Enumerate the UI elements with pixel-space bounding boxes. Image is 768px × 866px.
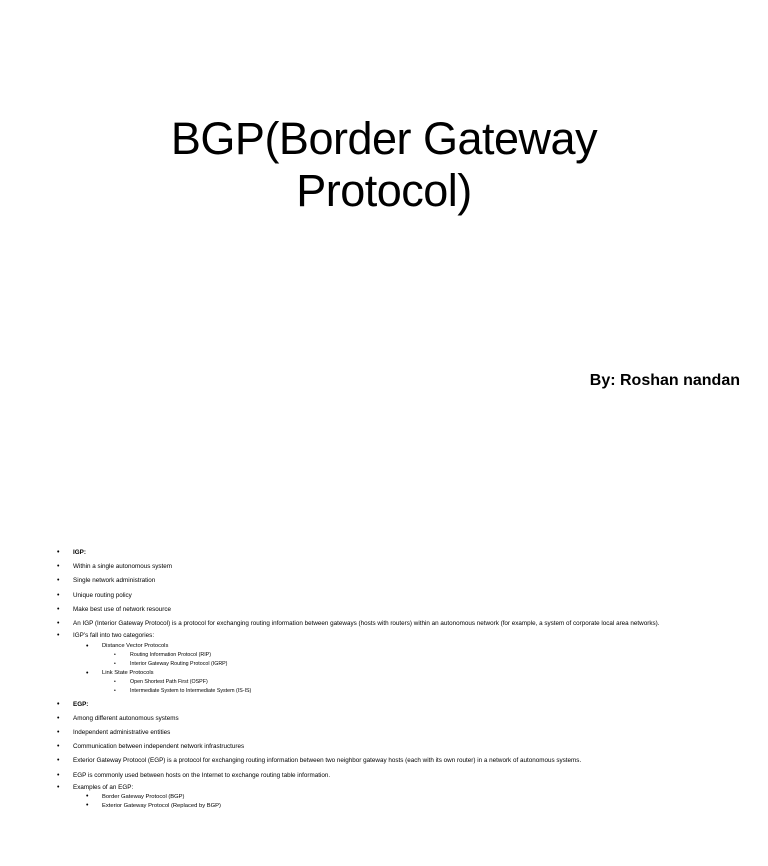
igp-point: • An IGP (Interior Gateway Protocol) is a protocol for exchanging routing information between gateways (hosts with routers) within an autonomous network (for example, a system of corporate local area networks). xyxy=(57,617,747,631)
speaker-notes xyxy=(57,546,747,810)
egp-point: • Among different autonomous systems xyxy=(57,712,747,726)
egp-point: • Independent administrative entities xyxy=(57,726,747,740)
igp-point: • Within a single autonomous system xyxy=(57,560,747,574)
igp-protocol-item: • Routing Information Protocol (RIP) xyxy=(57,651,747,660)
igp-protocol-item: • Intermediate System to Intermediate System (IS-IS) xyxy=(57,687,747,698)
egp-point: • Exterior Gateway Protocol (EGP) is a protocol for exchanging routing information between two neighbor gateway hosts (each with its own router) in a network of autonomous systems. xyxy=(57,754,747,768)
igp-point: • Unique routing policy xyxy=(57,589,747,603)
egp-point: • EGP is commonly used between hosts on the Internet to exchange routing table information. xyxy=(57,769,747,783)
igp-protocol-item: • Interior Gateway Routing Protocol (IGRP) xyxy=(57,660,747,669)
egp-point: • Communication between independent network infrastructures xyxy=(57,740,747,754)
egp-example-item: • Exterior Gateway Protocol (Replaced by BGP) xyxy=(57,802,747,811)
egp-example-item: • Border Gateway Protocol (BGP) xyxy=(57,793,747,802)
igp-category-link-state: • Link State Protocols xyxy=(57,669,747,679)
slide-title-line-2: Protocol) xyxy=(296,165,472,216)
slide-title xyxy=(120,113,648,217)
slide-title-line-1: BGP(Border Gateway xyxy=(170,113,598,164)
egp-point: • Examples of an EGP: xyxy=(57,783,747,794)
igp-point: • Single network administration xyxy=(57,574,747,588)
igp-protocol-item: • Open Shortest Path First (OSPF) xyxy=(57,678,747,687)
slide-author: By: Roshan nandan xyxy=(589,372,740,389)
egp-heading: • EGP: xyxy=(57,698,747,712)
igp-category-distance-vector: • Distance Vector Protocols xyxy=(57,642,747,652)
igp-point: • Make best use of network resource xyxy=(57,603,747,617)
igp-heading: • IGP: xyxy=(57,546,747,560)
igp-point: • IGP’s fall into two categories: xyxy=(57,631,747,642)
